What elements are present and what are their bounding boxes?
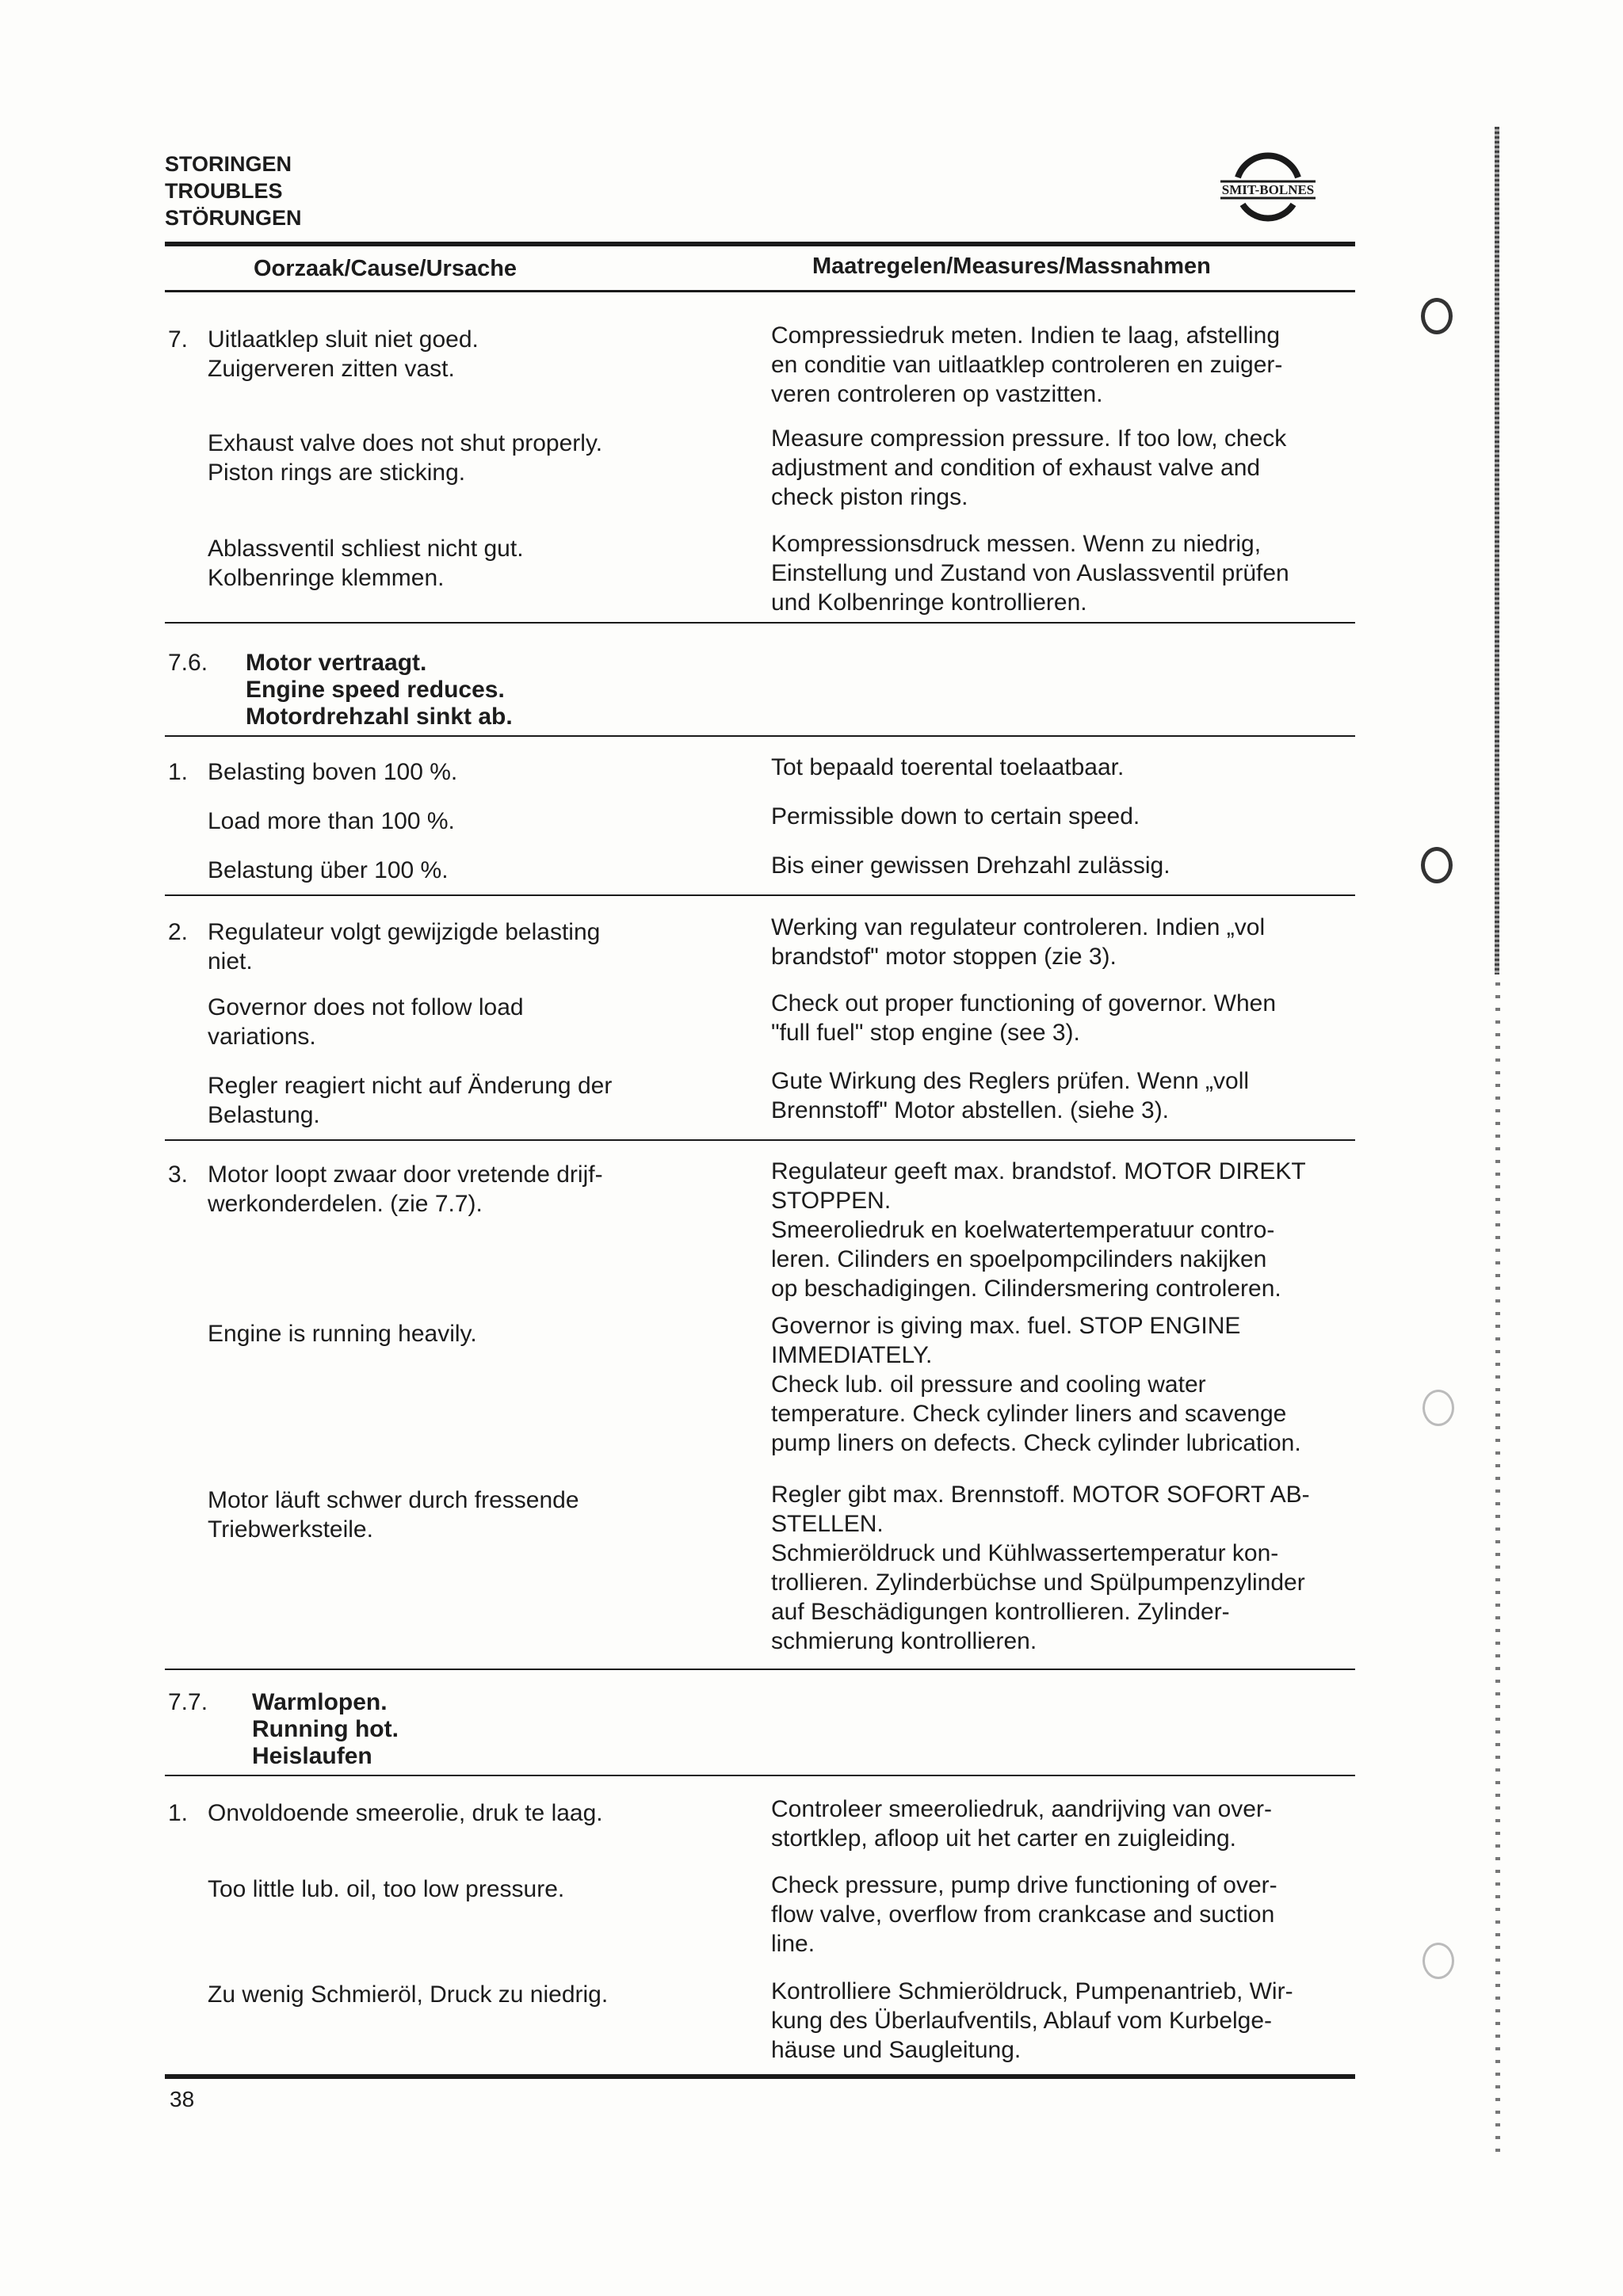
section-number: 7.6. <box>168 650 208 676</box>
section-rule <box>165 1669 1355 1670</box>
measures-column-header: Maatregelen/Measures/Massnahmen <box>812 254 1211 279</box>
cause-de: Ablassventil schliest nicht gut. Kolbenringe klemmen. <box>208 536 524 591</box>
measure-en: Check pressure, pump drive functioning of over- flow valve, overflow from crankcase and suction line. <box>771 1872 1277 1957</box>
section-title-de: Motordrehzahl sinkt ab. <box>246 704 513 730</box>
page-title-nl: STORINGEN <box>165 152 292 176</box>
measure-de: Regler gibt max. Brennstoff. MOTOR SOFORT AB- STELLEN. Schmieröldruck und Kühlwassertemperatur kon- trollieren. Zylinderbüchse und Spülpumpenzylinder auf Beschädigungen kontrollieren. Zylinder- schmierung kontrollieren. <box>771 1482 1310 1654</box>
measure-nl: Regulateur geeft max. brandstof. MOTOR DIREKT STOPPEN. Smeeroliedruk en koelwatertemperatuur contro- leren. Cilinders en spoelpompcilinders nakijken op beschadigingen. Cilindersmering controleren. <box>771 1158 1306 1302</box>
section-title-nl: Warmlopen. <box>252 1689 388 1715</box>
item-number: 2. <box>168 919 189 945</box>
binder-hole <box>1423 1943 1454 1979</box>
section-rule <box>165 1775 1355 1776</box>
measure-en: Permissible down to certain speed. <box>771 803 1140 830</box>
section-rule <box>165 894 1355 896</box>
logo-text: SMIT-BOLNES <box>1221 182 1315 197</box>
cause-de: Regler reagiert nicht auf Änderung der Belastung. <box>208 1073 613 1128</box>
binder-hole <box>1421 298 1453 334</box>
cause-de: Motor läuft schwer durch fressende Triebwerksteile. <box>208 1487 579 1543</box>
scan-edge-strip <box>1495 127 1499 974</box>
cause-en: Exhaust valve does not shut properly. Piston rings are sticking. <box>208 430 603 486</box>
header-rule <box>165 242 1355 246</box>
item-number: 7. <box>168 326 189 353</box>
cause-de: Belastung über 100 %. <box>208 857 449 883</box>
measure-de: Kontrolliere Schmieröldruck, Pumpenantrieb, Wir- kung des Überlaufventils, Ablauf vom Kurbelge- häuse und Saugleitung. <box>771 1978 1293 2063</box>
measure-en: Measure compression pressure. If too low, check adjustment and condition of exhaust valve and check piston rings. <box>771 425 1287 510</box>
cause-column-header: Oorzaak/Cause/Ursache <box>254 256 517 281</box>
page-title-de: STÖRUNGEN <box>165 206 302 230</box>
cause-en: Engine is running heavily. <box>208 1321 477 1347</box>
cause-nl: Onvoldoende smeerolie, druk te laag. <box>208 1800 603 1826</box>
measure-en: Governor is giving max. fuel. STOP ENGINE IMMEDIATELY. Check lub. oil pressure and cooling water temperature. Check cylinder liners and scavenge pump liners on defects. Check cylinder lubrication. <box>771 1313 1301 1456</box>
item-number: 1. <box>168 1800 189 1826</box>
measure-nl: Werking van regulateur controleren. Indien „vol brandstof" motor stoppen (zie 3). <box>771 914 1266 970</box>
section-rule <box>165 735 1355 737</box>
cause-en: Governor does not follow load variations. <box>208 994 524 1050</box>
measure-nl: Tot bepaald toerental toelaatbaar. <box>771 754 1125 780</box>
measure-de: Kompressionsdruck messen. Wenn zu niedrig, Einstellung und Zustand von Auslassventil prüfen und Kolbenringe kontrollieren. <box>771 531 1289 616</box>
measure-nl: Compressiedruk meten. Indien te laag, afstelling en conditie van uitlaatklep controleren en zuiger- veren controleren op vastzitten. <box>771 322 1283 407</box>
section-number: 7.7. <box>168 1689 208 1715</box>
section-title-nl: Motor vertraagt. <box>246 650 427 676</box>
section-title-en: Engine speed reduces. <box>246 677 505 703</box>
column-header-rule <box>165 290 1355 292</box>
cause-de: Zu wenig Schmieröl, Druck zu niedrig. <box>208 1981 609 2008</box>
cause-nl: Uitlaatklep sluit niet goed. Zuigerveren zitten vast. <box>208 326 479 382</box>
measure-nl: Controleer smeeroliedruk, aandrijving van over- stortklep, afloop uit het carter en zuigleiding. <box>771 1796 1272 1852</box>
binder-hole <box>1423 1390 1454 1426</box>
cause-nl: Regulateur volgt gewijzigde belasting niet. <box>208 919 601 974</box>
item-number: 3. <box>168 1161 189 1188</box>
measure-de: Bis einer gewissen Drehzahl zulässig. <box>771 852 1170 879</box>
cause-en: Load more than 100 %. <box>208 808 455 834</box>
item-number: 1. <box>168 759 189 785</box>
section-title-de: Heislaufen <box>252 1743 372 1769</box>
measure-en: Check out proper functioning of governor. When "full fuel" stop engine (see 3). <box>771 990 1277 1046</box>
cause-nl: Motor loopt zwaar door vretende drijf- werkonderdelen. (zie 7.7). <box>208 1161 603 1217</box>
page-title-en: TROUBLES <box>165 179 283 203</box>
binder-hole <box>1421 847 1453 883</box>
page-number: 38 <box>170 2087 195 2111</box>
section-title-en: Running hot. <box>252 1716 399 1742</box>
cause-nl: Belasting boven 100 %. <box>208 759 458 785</box>
cause-en: Too little lub. oil, too low pressure. <box>208 1876 565 1902</box>
measure-de: Gute Wirkung des Reglers prüfen. Wenn „voll Brennstoff" Motor abstellen. (siehe 3). <box>771 1068 1250 1123</box>
footer-rule <box>165 2074 1355 2079</box>
smit-bolnes-logo <box>1189 143 1347 230</box>
section-rule <box>165 622 1355 624</box>
section-rule <box>165 1139 1355 1141</box>
scan-edge-strip <box>1495 982 1500 2155</box>
